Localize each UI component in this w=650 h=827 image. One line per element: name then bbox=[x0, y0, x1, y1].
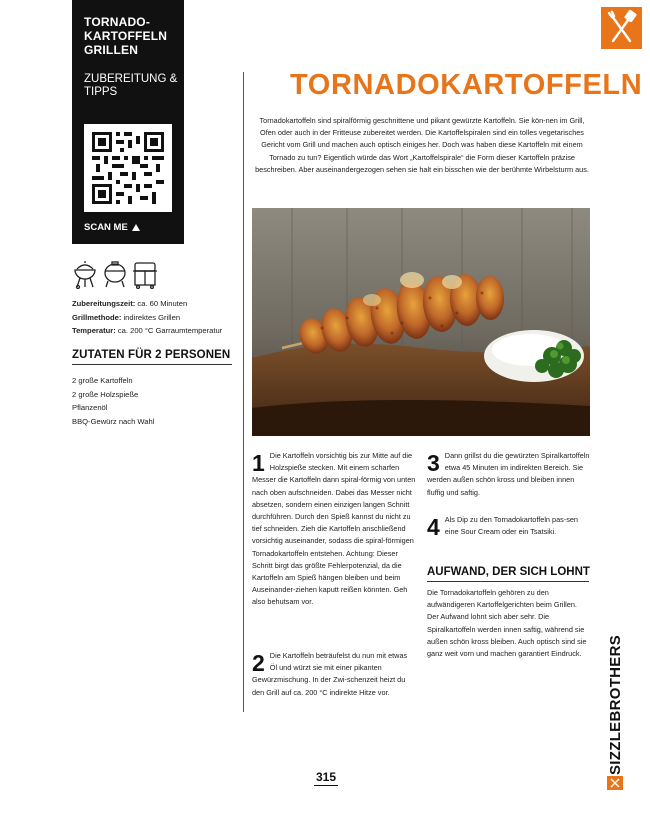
grill-method-icons bbox=[72, 259, 158, 291]
column-divider bbox=[243, 72, 244, 712]
ingredients-divider bbox=[72, 364, 232, 365]
step-text: Dann grillst du die gewürzten Spiralkartoffeln etwa 45 Minuten im indirekten Bereich. Sie werden außen schön kross und bleiben innen fluffig und saftig. bbox=[427, 451, 590, 497]
step-number: 1 bbox=[252, 450, 265, 476]
ingredient-item: Pflanzenöl bbox=[72, 403, 108, 412]
step-text: Die Kartoffeln beträufelst du nun mit etwas Öl und würzt sie mit einer pikanten Gewürzmischung. In der Zwi-schenzeit heizt du den Grill auf ca. 200 °C indirekte Hitze vor. bbox=[252, 651, 408, 697]
temperature: Temperatur: ca. 200 °C Garraumtemperatur bbox=[72, 326, 223, 335]
ingredients-list bbox=[72, 374, 154, 428]
arrow-up-icon bbox=[132, 224, 140, 231]
ingredient-item: 2 große Kartoffeln bbox=[72, 376, 133, 385]
ingredients-heading: ZUTATEN FÜR 2 PERSONEN bbox=[72, 349, 231, 361]
sidebar-subtitle: ZUBEREITUNG & TIPPS bbox=[84, 73, 178, 98]
recipe-sidebar-box bbox=[72, 0, 184, 244]
qr-code-icon[interactable] bbox=[84, 124, 172, 212]
step-text: Die Kartoffeln vorsichtig bis zur Mitte auf die Holzspieße stecken. Mit einem scharfen Messer die Kartoffeln dann spiral-förmig von unten nach oben aufschneiden. Dabei das Messer nicht absetzen, sondern einen einzigen langen Schnitt durchführen. Durch den Spieß kannst du nicht zu tief schneiden. Zieh die Kartoffeln anschließend vorsichtig auseinander, sodass die spiral-förmigen Tornadokartoffeln entstehen. Achtung: Dieser Schritt birgt das größte Fehlerpotenzial, da die Kartoffeln am Spieß hängen bleiben und beim Auseinander-ziehen kaputt reißen könnten. Geh also behutsam vor. bbox=[252, 451, 416, 607]
article-intro: Tornadokartoffeln sind spiralförmig geschnittene und pikant gewürzte Kartoffeln. Sie kön-nen im Grill, Ofen oder auch in der Fritteuse zubereitet werden. Die Kartoffelspiralen sind ein tolles vegetarisches Gericht vom Grill und machen auch optisch einiges her. Doch was haben diese Kartoffeln mit einem Tornado zu tun? Eigentlich würde das Wort „Kartoffelspirale“ die Form dieser Kartoffeln präzise beschreiben. Aber auseinandergezogen sehen sie halt ein bisschen wie der berühmte Wirbelsturm aus. bbox=[255, 116, 589, 174]
brand-name: SIZZLEBROTHERS bbox=[607, 634, 624, 775]
tornado-potatoes-photo bbox=[252, 208, 590, 436]
grill-method: Grillmethode: indirektes Grillen bbox=[72, 312, 181, 322]
kettle-grill-icon bbox=[72, 259, 98, 289]
sidebar-title: TORNADO- KARTOFFELN GRILLEN bbox=[84, 15, 168, 57]
step-3 bbox=[427, 450, 590, 499]
kamado-grill-icon bbox=[102, 259, 128, 289]
recipe-meta bbox=[72, 297, 242, 338]
step-number: 4 bbox=[427, 514, 440, 540]
aufwand-heading: AUFWAND, DER SICH LOHNT bbox=[427, 566, 590, 578]
gas-grill-icon bbox=[132, 259, 158, 289]
article-title: TORNADOKARTOFFELN bbox=[290, 69, 643, 101]
prep-time: Zubereitungszeit: ca. 60 Minuten bbox=[72, 299, 188, 308]
step-1 bbox=[252, 450, 416, 609]
step-2 bbox=[252, 650, 416, 699]
step-number: 2 bbox=[252, 650, 265, 676]
fork-spatula-logo-icon bbox=[601, 7, 642, 49]
ingredient-item: BBQ-Gewürz nach Wahl bbox=[72, 416, 155, 426]
brand-vertical bbox=[596, 634, 636, 775]
step-4 bbox=[427, 514, 590, 538]
page-number: 315 bbox=[316, 770, 337, 784]
aufwand-divider bbox=[427, 581, 589, 582]
aufwand-text: Die Tornadokartoffeln gehören zu den aufwändigeren Kartoffelgerichten beim Grillen. Der Aufwand lohnt sich aber sehr. Die Spiralkartoffeln werden innen saftig, während sie außen schön kross bleiben. Auch optisch sind sie ganz weit vorn und machen garantiert Eindruck. bbox=[427, 588, 587, 659]
scan-me-label: SCAN ME bbox=[84, 222, 140, 233]
brand-logo-icon bbox=[607, 776, 623, 790]
ingredient-item: 2 große Holzspieße bbox=[72, 389, 139, 399]
step-text: Als Dip zu den Tornadokartoffeln pas-sen eine Sour Cream oder ein Tsatsiki. bbox=[444, 515, 578, 537]
step-number: 3 bbox=[427, 450, 440, 476]
